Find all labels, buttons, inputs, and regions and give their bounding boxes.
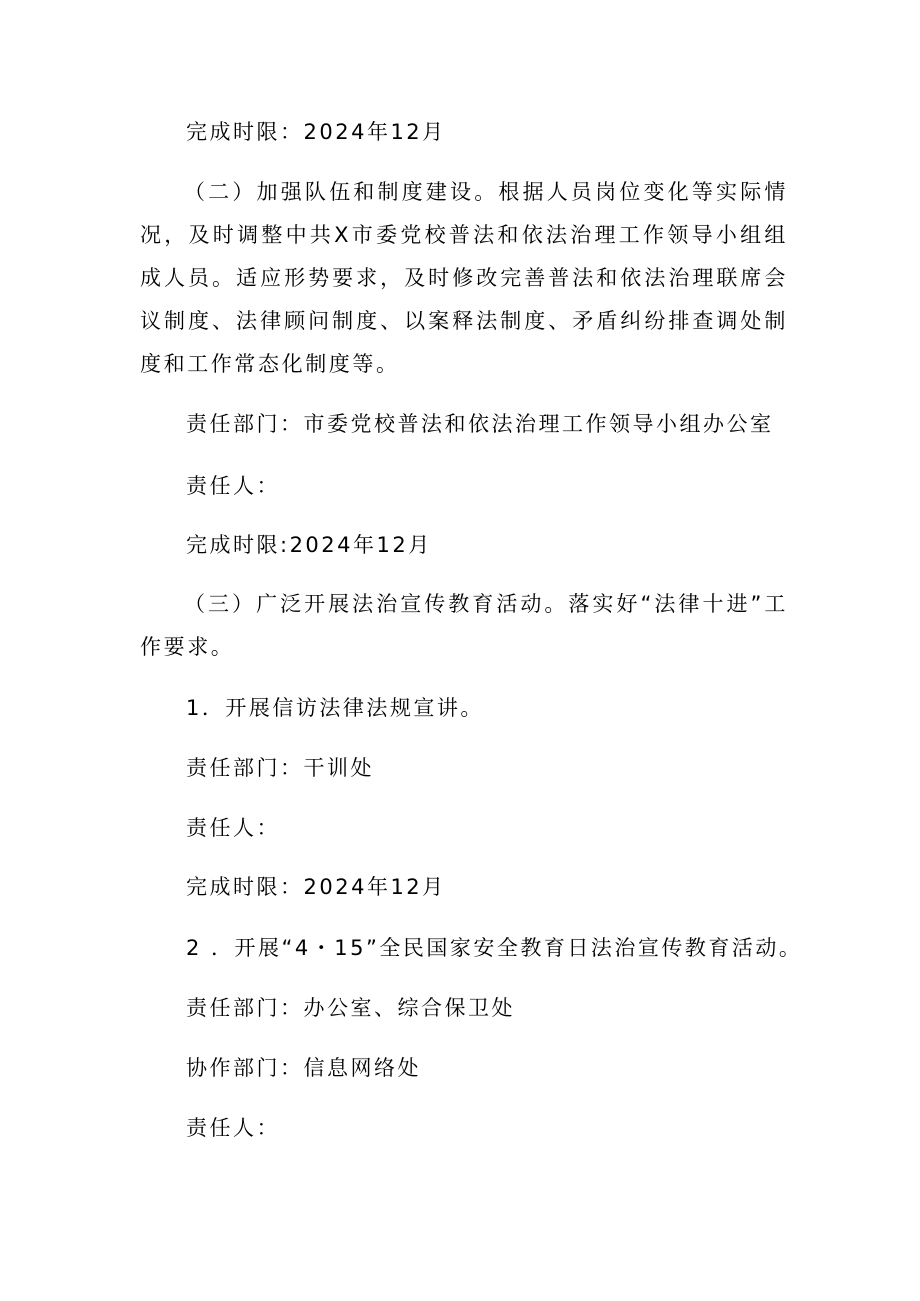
responsible-department-line: 责任部门：办公室、综合保卫处 (186, 996, 515, 1020)
deadline-line: 完成时限:2024年12月 (186, 533, 432, 557)
section-3-paragraph: （三）广泛开展法治宣传教育活动。落实好“法律十进”工作要求。 (140, 592, 788, 659)
section-2-paragraph: （二）加强队伍和制度建设。根据人员岗位变化等实际情况，及时调整中共X市委党校普法和依法治理工作领导小组组成人员。适应形势要求，及时修改完善普法和依法治理联席会议制度、法律顾问制度、以案释法制度、矛盾纠纷排查调处制度和工作常态化制度等。 (140, 180, 788, 376)
subitem-2-title: 2 ．开展“4・15”全民国家安全教育日法治宣传教育活动。 (186, 936, 803, 960)
responsible-person-line: 责任人： (186, 816, 280, 840)
deadline-line: 完成时限：2024年12月 (186, 875, 446, 899)
responsible-person-line: 责任人： (186, 474, 280, 498)
responsible-department-line: 责任部门：干训处 (186, 756, 374, 780)
responsible-department-line: 责任部门：市委党校普法和依法治理工作领导小组办公室 (186, 412, 774, 436)
cooperating-department-line: 协作部门：信息网络处 (186, 1056, 421, 1080)
responsible-person-line: 责任人： (186, 1116, 280, 1140)
subitem-1-title: 1．开展信访法律法规宣讲。 (186, 696, 484, 720)
deadline-line: 完成时限：2024年12月 (186, 120, 446, 144)
